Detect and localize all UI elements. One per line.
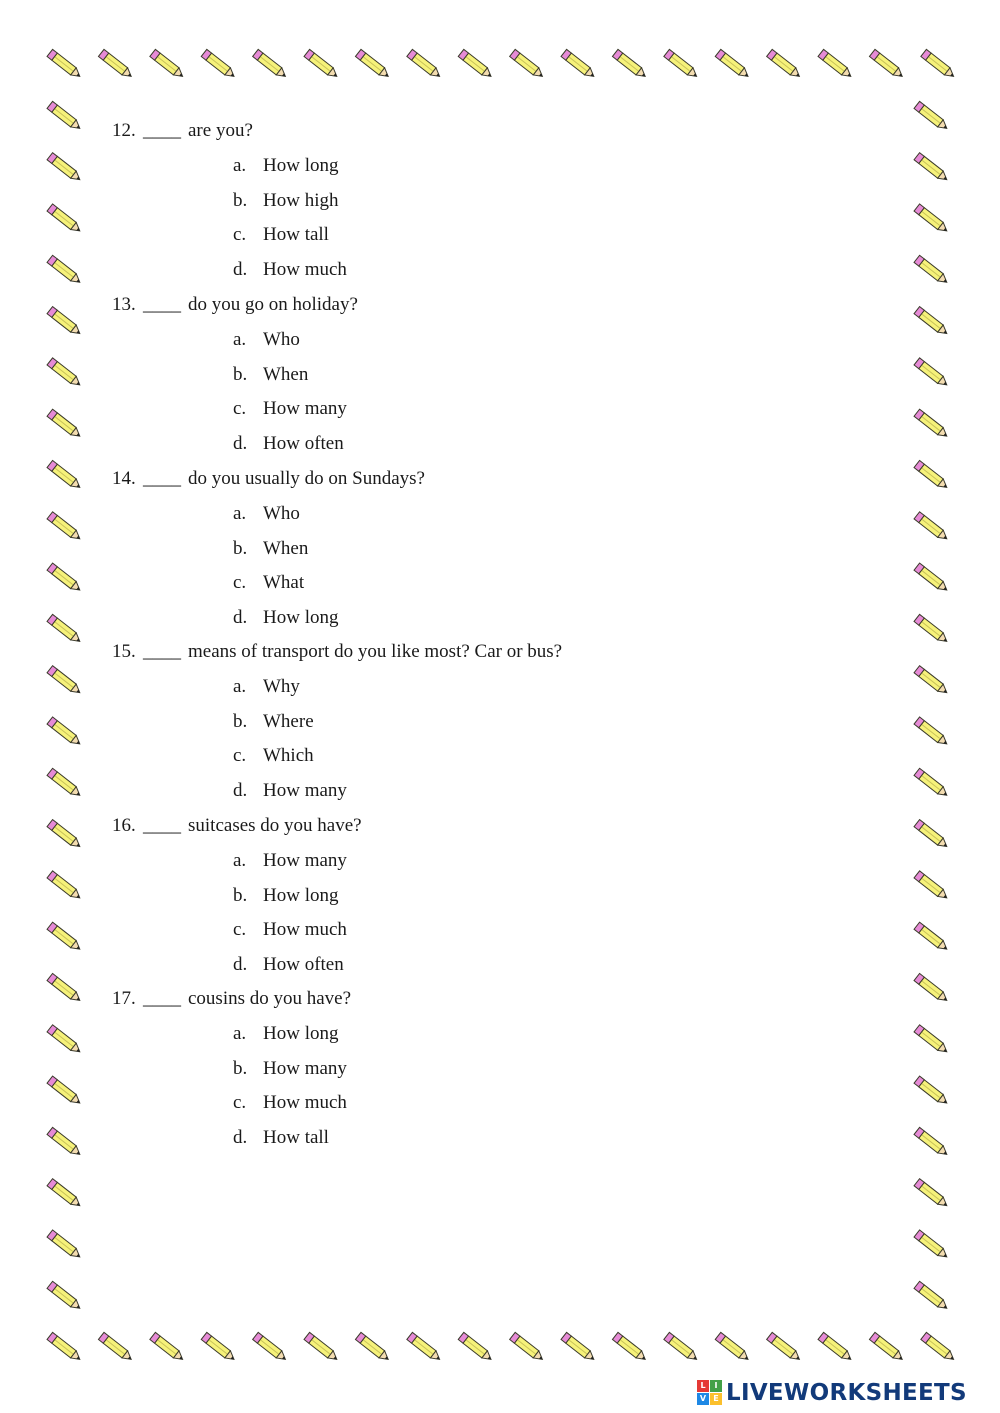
question: [112, 120, 253, 142]
option-text: How long: [263, 155, 339, 176]
question-text: do you go on holiday?: [188, 294, 358, 315]
question-text: suitcases do you have?: [188, 815, 362, 836]
option-text: How many: [263, 850, 347, 871]
question: [112, 294, 358, 316]
answer-option[interactable]: [233, 676, 300, 698]
logo-block: E: [710, 1393, 722, 1405]
answer-option[interactable]: [233, 1092, 347, 1114]
option-text: How long: [263, 1023, 339, 1044]
option-text: How tall: [263, 1127, 329, 1148]
question-number: 12.: [112, 120, 136, 141]
answer-option[interactable]: [233, 850, 347, 872]
option-letter: d.: [233, 1127, 248, 1148]
option-text: Who: [263, 503, 300, 524]
answer-option[interactable]: [233, 572, 304, 594]
option-letter: b.: [233, 711, 248, 732]
option-letter: c.: [233, 572, 247, 593]
option-letter: d.: [233, 780, 248, 801]
answer-blank[interactable]: ____: [143, 815, 181, 836]
answer-option[interactable]: [233, 607, 338, 629]
answer-option[interactable]: [233, 780, 347, 802]
option-letter: a.: [233, 850, 247, 871]
brand-wordmark: LIVEWORKSHEETS: [726, 1380, 967, 1406]
question: [112, 815, 362, 837]
answer-option[interactable]: [233, 711, 314, 733]
answer-option[interactable]: [233, 259, 347, 281]
option-text: When: [263, 364, 309, 385]
answer-option[interactable]: [233, 364, 308, 386]
question-text: do you usually do on Sundays?: [188, 468, 425, 489]
option-text: How many: [263, 780, 347, 801]
option-letter: c.: [233, 224, 247, 245]
option-text: Where: [263, 711, 314, 732]
option-letter: c.: [233, 745, 247, 766]
option-text: How high: [263, 190, 339, 211]
option-letter: b.: [233, 190, 248, 211]
live-blocks-icon: [697, 1380, 723, 1406]
question-number: 16.: [112, 815, 136, 836]
question-number: 17.: [112, 988, 136, 1009]
answer-blank[interactable]: ____: [143, 294, 181, 315]
question: [112, 988, 351, 1010]
answer-option[interactable]: [233, 329, 300, 351]
answer-option[interactable]: [233, 954, 344, 976]
option-text: How often: [263, 954, 344, 975]
answer-option[interactable]: [233, 1058, 347, 1080]
liveworksheets-logo[interactable]: [697, 1377, 967, 1409]
answer-option[interactable]: [233, 190, 338, 212]
question: [112, 641, 562, 663]
question-number: 15.: [112, 641, 136, 662]
answer-option[interactable]: [233, 224, 329, 246]
answer-option[interactable]: [233, 398, 347, 420]
option-text: Which: [263, 745, 314, 766]
answer-option[interactable]: [233, 503, 300, 525]
option-letter: b.: [233, 364, 248, 385]
option-letter: b.: [233, 538, 248, 559]
option-text: How long: [263, 607, 339, 628]
option-letter: a.: [233, 676, 247, 697]
option-text: How much: [263, 259, 347, 280]
question-number: 13.: [112, 294, 136, 315]
option-letter: c.: [233, 919, 247, 940]
answer-blank[interactable]: ____: [143, 468, 181, 489]
answer-option[interactable]: [233, 1023, 338, 1045]
option-letter: a.: [233, 155, 247, 176]
option-text: How many: [263, 1058, 347, 1079]
logo-block: L: [697, 1380, 709, 1392]
option-text: Why: [263, 676, 300, 697]
option-text: How often: [263, 433, 344, 454]
answer-option[interactable]: [233, 155, 338, 177]
logo-block: I: [710, 1380, 722, 1392]
answer-option[interactable]: [233, 745, 314, 767]
option-letter: a.: [233, 329, 247, 350]
option-letter: c.: [233, 1092, 247, 1113]
option-text: What: [263, 572, 305, 593]
option-letter: d.: [233, 607, 248, 628]
answer-blank[interactable]: ____: [143, 641, 181, 662]
answer-option[interactable]: [233, 919, 347, 941]
question-text: means of transport do you like most? Car or bus?: [188, 641, 563, 662]
option-text: How tall: [263, 224, 329, 245]
option-letter: d.: [233, 259, 248, 280]
option-letter: a.: [233, 503, 247, 524]
option-letter: b.: [233, 885, 248, 906]
option-text: How much: [263, 919, 347, 940]
logo-block: V: [697, 1393, 709, 1405]
answer-blank[interactable]: ____: [143, 120, 181, 141]
option-text: How long: [263, 885, 339, 906]
option-text: When: [263, 538, 309, 559]
answer-option[interactable]: [233, 1127, 329, 1149]
question-text: are you?: [188, 120, 253, 141]
question: [112, 468, 425, 490]
question-text: cousins do you have?: [188, 988, 352, 1009]
question-number: 14.: [112, 468, 136, 489]
option-letter: d.: [233, 433, 248, 454]
answer-option[interactable]: [233, 433, 344, 455]
answer-option[interactable]: [233, 885, 338, 907]
option-text: How many: [263, 398, 347, 419]
answer-blank[interactable]: ____: [143, 988, 181, 1009]
answer-option[interactable]: [233, 538, 308, 560]
option-letter: a.: [233, 1023, 247, 1044]
option-letter: b.: [233, 1058, 248, 1079]
option-letter: d.: [233, 954, 248, 975]
option-text: Who: [263, 329, 300, 350]
option-letter: c.: [233, 398, 247, 419]
option-text: How much: [263, 1092, 347, 1113]
